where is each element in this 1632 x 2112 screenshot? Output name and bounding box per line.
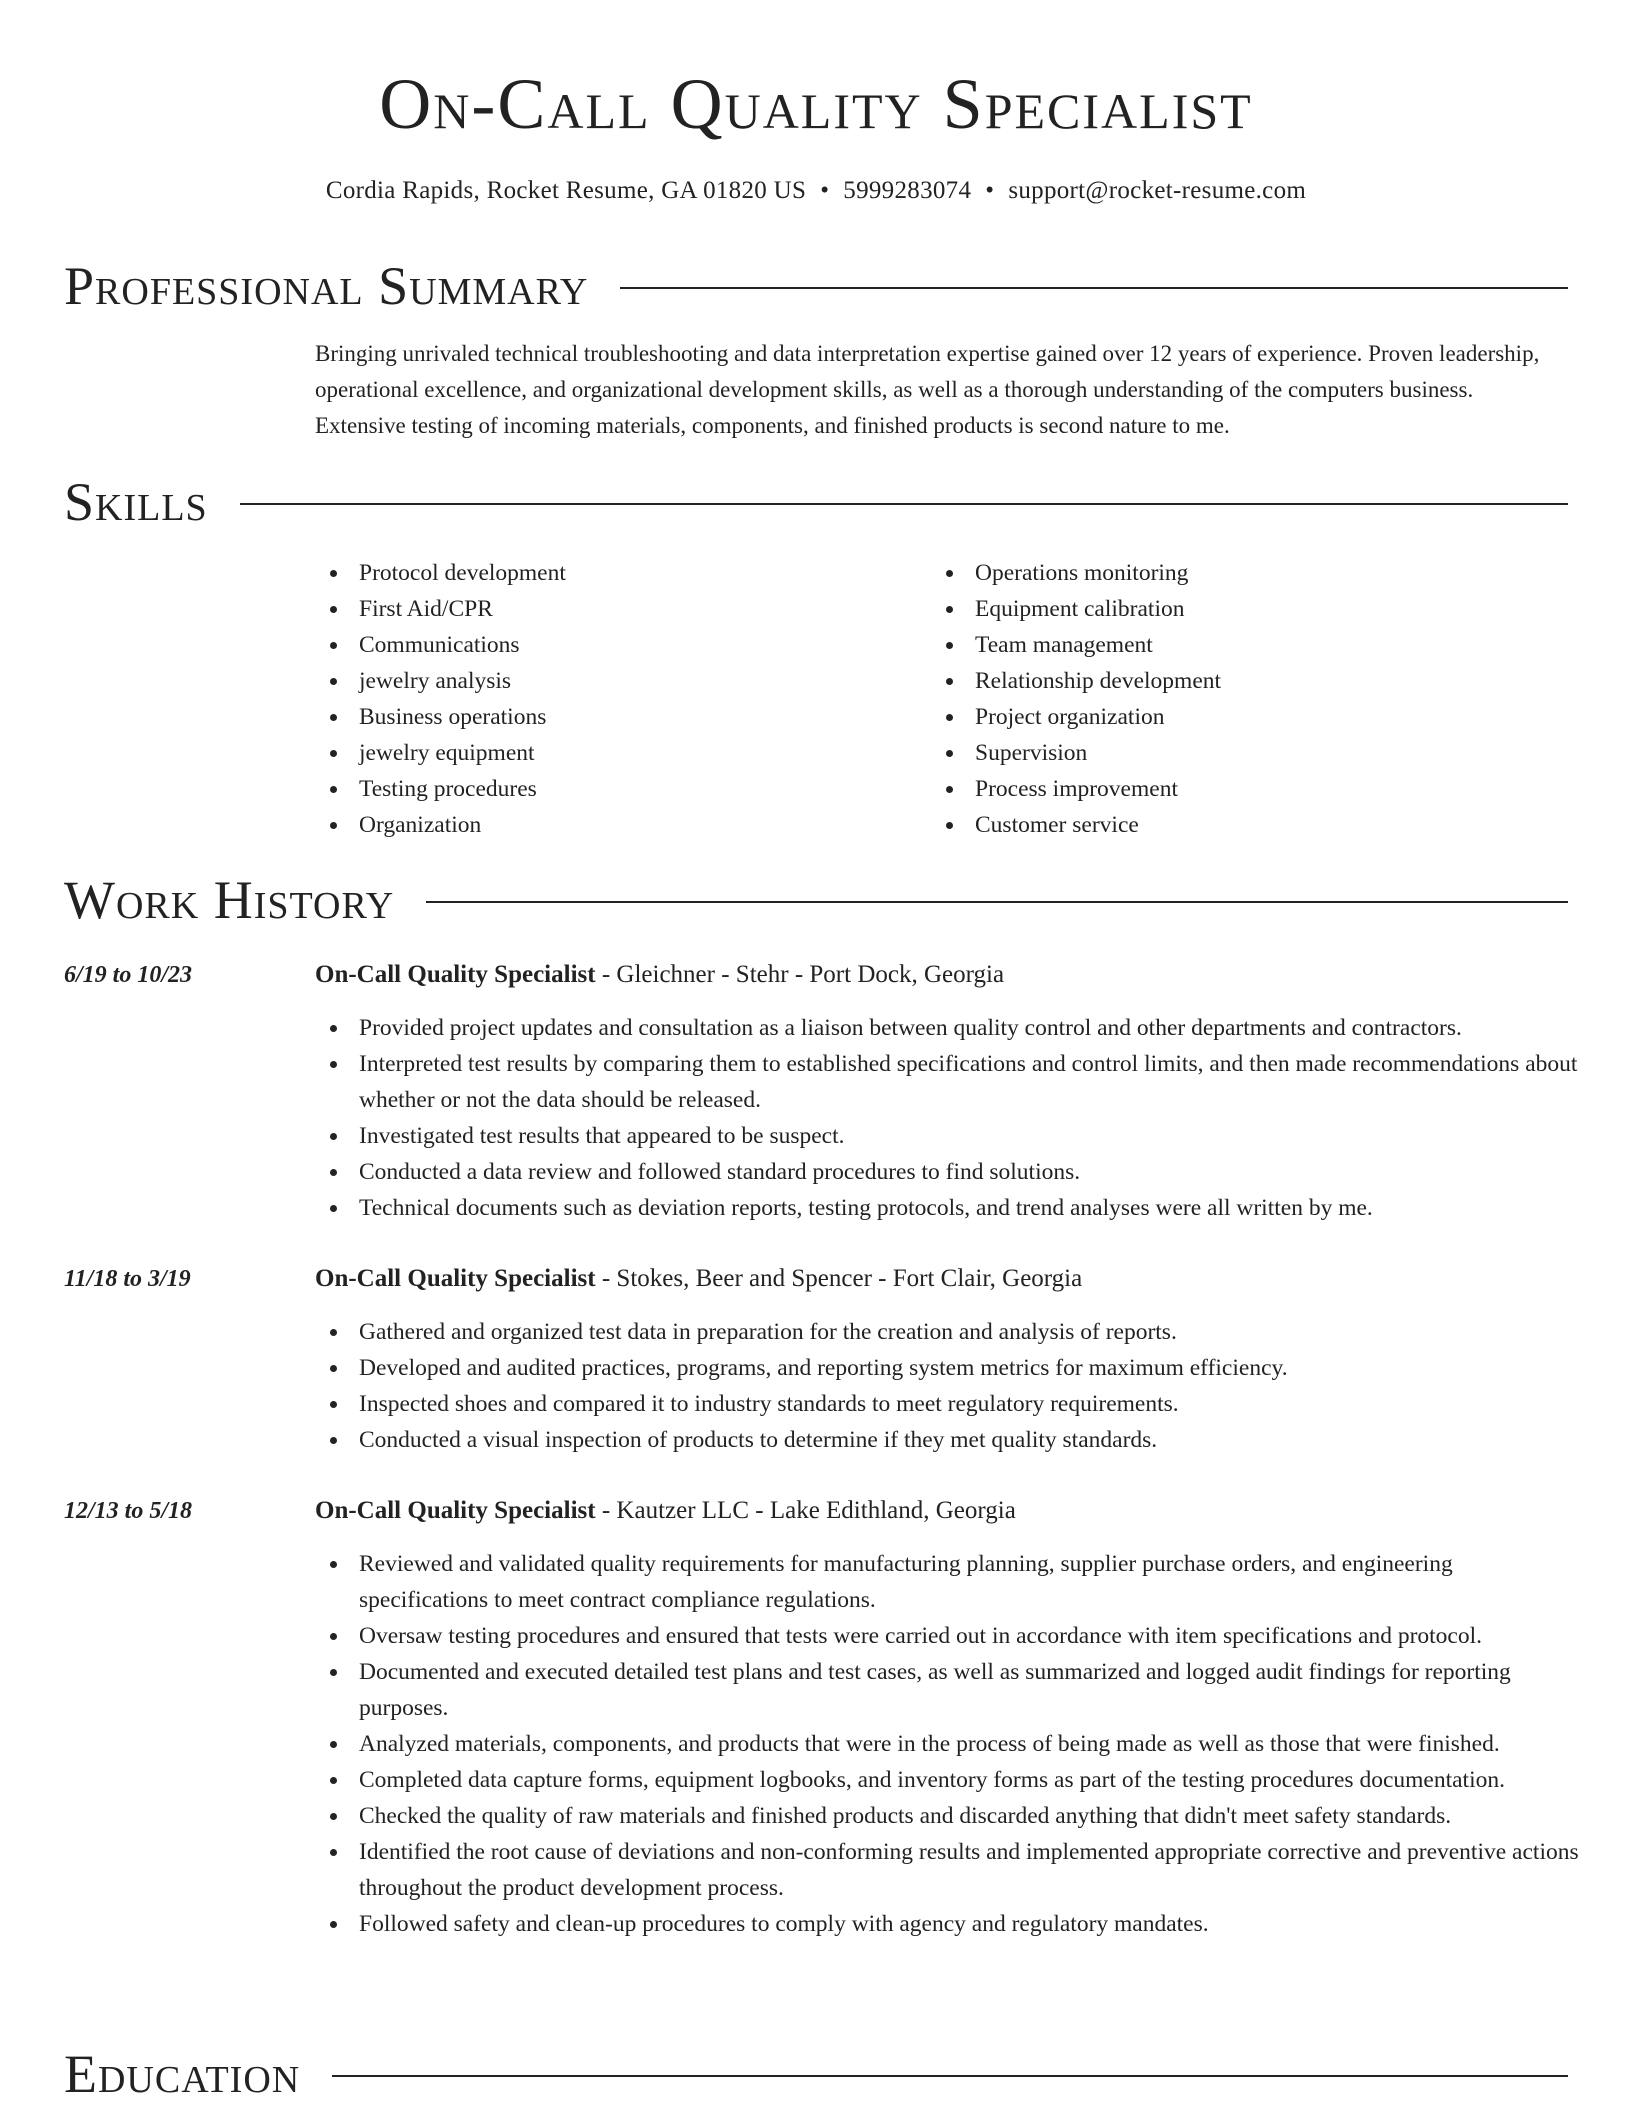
job-bullet: Analyzed materials, components, and products that were in the process of being made as well as those that were finished. xyxy=(315,1726,1580,1762)
contact-phone: 5999283074 xyxy=(843,177,972,204)
job-bullet: Documented and executed detailed test plans and test cases, as well as summarized and logged audit findings for reporting purposes. xyxy=(315,1654,1580,1726)
job-title: On-Call Quality Specialist xyxy=(315,961,596,988)
summary-text: Bringing unrivaled technical troubleshooting and data interpretation expertise gained over 12 years of experience. Proven leadership, operational excellence, and organizational development skills, as well as a thorough understanding of the computers business. Extensive testing of incoming materials, components, and finished products is second nature to me. xyxy=(315,341,1540,438)
skill-item: Organization xyxy=(315,807,915,843)
section-title-education: Education xyxy=(64,2044,301,2104)
section-header-summary xyxy=(64,256,1568,316)
job-bullet: Conducted a data review and followed standard procedures to find solutions. xyxy=(315,1154,1580,1190)
section-divider xyxy=(332,2075,1568,2077)
job-dates: 6/19 to 10/23 xyxy=(64,962,193,988)
job-bullet: Oversaw testing procedures and ensured that tests were carried out in accordance with item specifications and protocol. xyxy=(315,1618,1580,1654)
skill-item: Testing procedures xyxy=(315,771,915,807)
contact-address: Cordia Rapids, Rocket Resume, GA 01820 US xyxy=(325,177,807,204)
contact-separator: • xyxy=(820,177,830,204)
job-employer: - Stokes, Beer and Spencer - Fort Clair, Georgia xyxy=(595,1265,1083,1292)
job-bullet-list xyxy=(315,1314,1580,1458)
job-bullet: Identified the root cause of deviations and non-conforming results and implemented appropriate corrective and preventive actions throughout the product development process. xyxy=(315,1834,1580,1906)
section-divider xyxy=(240,503,1568,505)
job-bullet: Completed data capture forms, equipment logbooks, and inventory forms as part of the testing procedures documentation. xyxy=(315,1762,1580,1798)
skill-item: Project organization xyxy=(931,699,1531,735)
job-bullet: Inspected shoes and compared it to industry standards to meet regulatory requirements. xyxy=(315,1386,1580,1422)
contact-line xyxy=(0,175,1632,207)
job-heading xyxy=(315,1261,1082,1297)
job-bullet-list xyxy=(315,1010,1580,1226)
job-heading xyxy=(315,1493,1016,1529)
skill-item: Relationship development xyxy=(931,663,1531,699)
skill-item: Supervision xyxy=(931,735,1531,771)
skill-item: Communications xyxy=(315,627,915,663)
job-bullet: Provided project updates and consultation as a liaison between quality control and other departments and contractors. xyxy=(315,1010,1580,1046)
job-title: On-Call Quality Specialist xyxy=(315,1265,596,1292)
skills-list-right xyxy=(931,555,1531,843)
section-divider xyxy=(620,287,1568,289)
job-heading xyxy=(315,957,1004,993)
section-title-work: Work History xyxy=(64,870,395,930)
job-bullet: Gathered and organized test data in preparation for the creation and analysis of reports. xyxy=(315,1314,1580,1350)
skill-item: jewelry equipment xyxy=(315,735,915,771)
page-title: On-Call Quality Specialist xyxy=(379,64,1253,144)
skills-list-left xyxy=(315,555,915,843)
job-bullet: Investigated test results that appeared to be suspect. xyxy=(315,1118,1580,1154)
section-header-skills xyxy=(64,472,1568,532)
job-bullet-list xyxy=(315,1546,1580,1942)
skill-item: Team management xyxy=(931,627,1531,663)
job-bullet: Developed and audited practices, programs, and reporting system metrics for maximum efficiency. xyxy=(315,1350,1580,1386)
job-bullet: Conducted a visual inspection of products to determine if they met quality standards. xyxy=(315,1422,1580,1458)
contact-separator: • xyxy=(985,177,995,204)
job-bullet: Reviewed and validated quality requirements for manufacturing planning, supplier purchase orders, and engineering specifications to meet contract compliance regulations. xyxy=(315,1546,1580,1618)
section-header-education xyxy=(64,2044,1568,2104)
job-dates: 12/13 to 5/18 xyxy=(64,1498,193,1524)
contact-email: support@rocket-resume.com xyxy=(1008,177,1307,204)
job-employer: - Gleichner - Stehr - Port Dock, Georgia xyxy=(595,961,1005,988)
skill-item: Business operations xyxy=(315,699,915,735)
section-divider xyxy=(426,901,1568,903)
skill-item: Equipment calibration xyxy=(931,591,1531,627)
job-dates: 11/18 to 3/19 xyxy=(64,1266,191,1292)
section-header-work xyxy=(64,870,1568,930)
skill-item: Customer service xyxy=(931,807,1531,843)
job-employer: - Kautzer LLC - Lake Edithland, Georgia xyxy=(595,1497,1016,1524)
job-bullet: Interpreted test results by comparing them to established specifications and control limits, and then made recommendations about whether or not the data should be released. xyxy=(315,1046,1580,1118)
section-title-summary: Professional Summary xyxy=(64,256,589,316)
skill-item: Process improvement xyxy=(931,771,1531,807)
skill-item: First Aid/CPR xyxy=(315,591,915,627)
job-bullet: Technical documents such as deviation reports, testing protocols, and trend analyses were all written by me. xyxy=(315,1190,1580,1226)
skill-item: jewelry analysis xyxy=(315,663,915,699)
job-title: On-Call Quality Specialist xyxy=(315,1497,596,1524)
skill-item: Operations monitoring xyxy=(931,555,1531,591)
job-bullet: Checked the quality of raw materials and finished products and discarded anything that didn't meet safety standards. xyxy=(315,1798,1580,1834)
job-bullet: Followed safety and clean-up procedures to comply with agency and regulatory mandates. xyxy=(315,1906,1580,1942)
skill-item: Protocol development xyxy=(315,555,915,591)
section-title-skills: Skills xyxy=(64,472,208,532)
